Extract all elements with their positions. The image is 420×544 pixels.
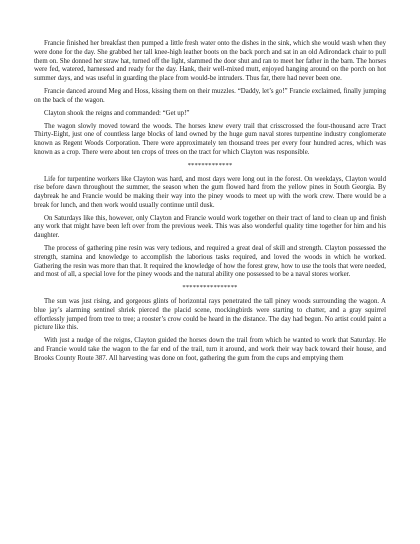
document-page [34, 40, 386, 368]
paragraph: The process of gathering pine resin was very tedious, and required a great deal of skill and strength. Clayton possessed the strength, stamina and knowledge to accomplish the laborious tasks required, and loved the woods in which he worked. Gathering the resin was more than that. It required the knowledge of how the forest grew, how to use the tools that were needed, and most of all, a special love for the piney woods and the natural ability one possessed to be a naval stores worker. [34, 245, 386, 279]
section-separator: ************* [187, 161, 233, 169]
paragraph: With just a nudge of the reigns, Clayton guided the horses down the trail from which he wanted to work that Saturday. He and Francie would take the wagon to the far end of the trail, turn it around, and work their way back toward their house, and Brooks County Route 387. All harvesting was done on foot, gathering the gum from the cups and emptying them [34, 337, 386, 362]
paragraph: Francie danced around Meg and Hoss, kissing them on their muzzles. “Daddy, let’s go!” Francie exclaimed, finally jumping on the back of the wagon. [34, 87, 386, 104]
paragraph: Clayton shook the reigns and commanded: “Get up!” [44, 109, 190, 117]
paragraph: The wagon slowly moved toward the woods. The horses knew every trail that crisscrossed the four-thousand acre Tract Thirty-Eight, just one of countless large blocks of land owned by the huge gum naval stores turpentine industry conglomerate known as Regent Woods Corporation. There were approximately ten thousand trees per every four hundred acres, which was known as a crop. There were about ten crops of trees on the tract for which Clayton was responsible. [34, 122, 386, 156]
paragraph: Life for turpentine workers like Clayton was hard, and most days were long out in the forest. On weekdays, Clayton would rise before dawn throughout the summer, the season when the gum flowed hard from the yellow pines in South Georgia. By daybreak he and Francie would be making their way into the piney woods to meet up with the work crew. There would be a break for lunch, and then work would usually continue until dusk. [34, 175, 386, 209]
paragraph: On Saturdays like this, however, only Clayton and Francie would work together on their tract of land to clean up and finish any work that might have been left over from the previous week. This was also wonderful quality time together for him and his daughter. [34, 214, 386, 240]
paragraph: The sun was just rising, and gorgeous glints of horizontal rays penetrated the tall piney woods surrounding the wagon. A blue jay’s alarming sentinel shriek pierced the placid scene, mockingbirds were starting to chatter, and a gray squirrel effortlessly jumped from tree to tree; a rooster’s crow could be heard in the distance. The day had begun. No artist could paint a picture like this. [34, 298, 386, 332]
paragraph: Francie finished her breakfast then pumped a little fresh water onto the dishes in the sink, which she would wash when they were done for the day. She grabbed her tall knee-high leather boots on the back porch and sat in an old Adirondack chair to pull them on. She donned her straw hat, turned off the light, slammed the door shut and ran to meet her father in the barn. The horses were fed, watered, harnessed and ready for the day. Hank, their well-mixed mutt, enjoyed hanging around on the porch on hot summer days, and was useful in guarding the place from would-be intruders. Thus far, there had never been one. [34, 40, 386, 82]
section-separator: **************** [182, 284, 238, 292]
